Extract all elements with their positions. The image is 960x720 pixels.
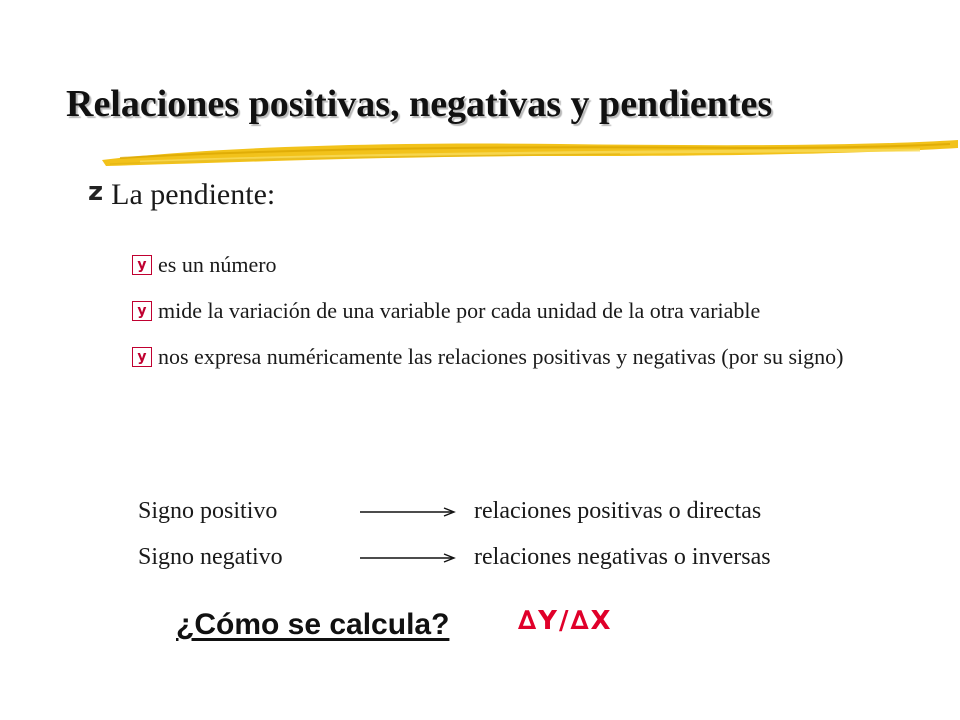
sub-bullet-item	[132, 246, 880, 284]
z-bullet-icon: z	[88, 177, 104, 207]
boxed-y-bullet-icon: y	[132, 347, 152, 367]
main-bullet-text: La pendiente:	[111, 178, 276, 211]
slope-formula: ∆Y/∆X	[518, 606, 613, 636]
slide-title: Relaciones positivas, negativas y pendientes	[66, 83, 773, 125]
sign-row-negative	[138, 544, 771, 571]
sign-label: Signo negativo	[138, 544, 283, 570]
yellow-brush-stroke-icon	[100, 134, 960, 174]
boxed-y-bullet-icon: y	[132, 301, 152, 321]
sub-bullet-text: es un número	[158, 252, 277, 277]
sub-bullet-list	[132, 246, 880, 384]
main-bullet	[88, 178, 275, 212]
boxed-y-bullet-icon: y	[132, 255, 152, 275]
calculation-question: ¿Cómo se calcula?	[176, 608, 450, 641]
sign-label: Signo positivo	[138, 498, 278, 524]
sub-bullet-text: mide la variación de una variable por cada unidad de la otra variable	[158, 298, 761, 323]
right-arrow-icon	[360, 505, 460, 519]
sub-bullet-item	[132, 292, 880, 330]
sign-result: relaciones negativas o inversas	[474, 544, 771, 570]
sub-bullet-item	[132, 338, 880, 376]
sign-row-positive	[138, 498, 761, 525]
sub-bullet-text: nos expresa numéricamente las relaciones positivas y negativas (por su signo)	[158, 344, 844, 369]
right-arrow-icon	[360, 551, 460, 565]
sign-result: relaciones positivas o directas	[474, 498, 762, 524]
